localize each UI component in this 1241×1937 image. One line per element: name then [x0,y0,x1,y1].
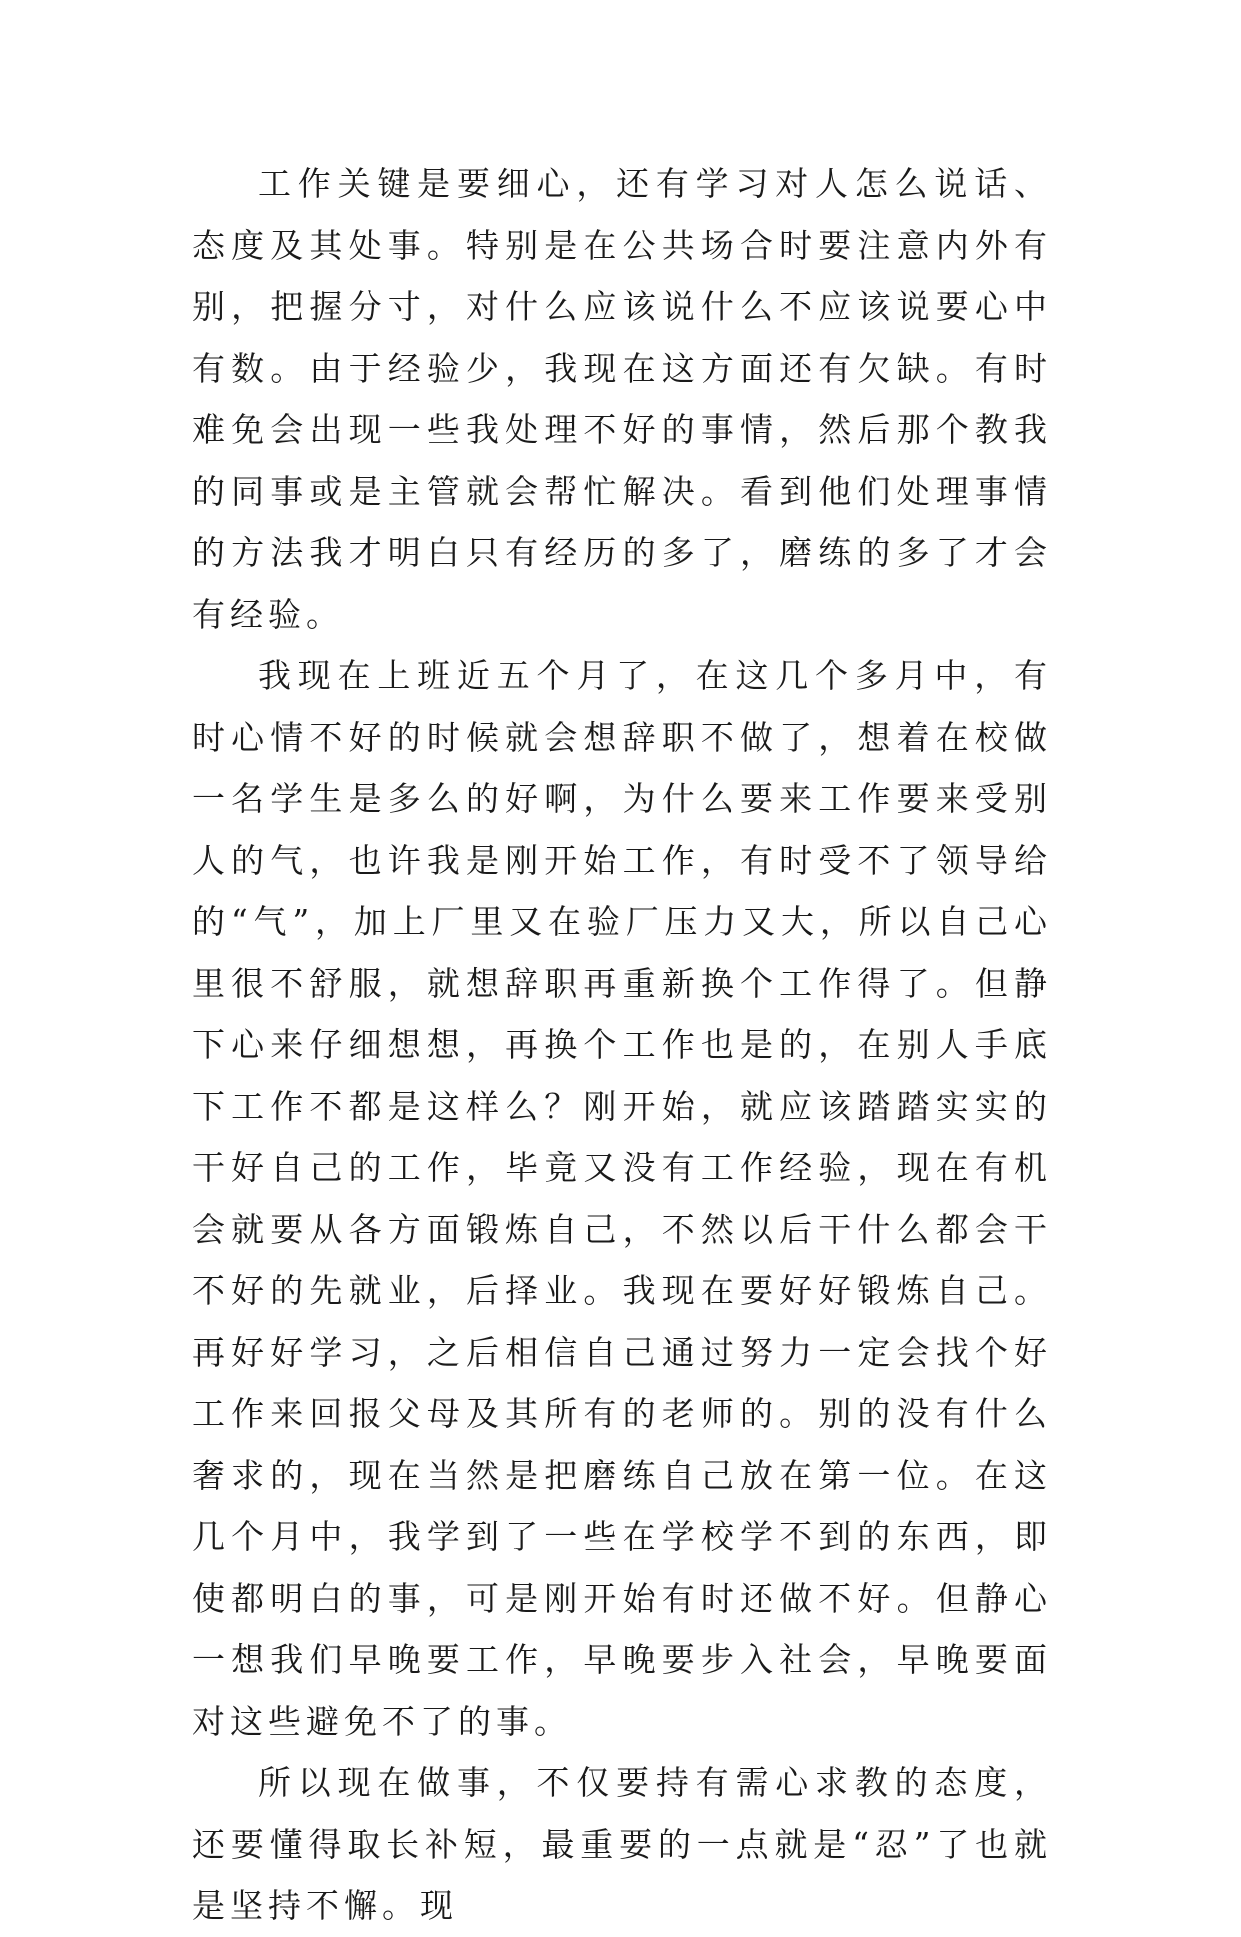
paragraph-3: 所以现在做事，不仅要持有需心求教的态度，还要懂得取长补短，最重要的一点就是“忍”了也就是坚持不懈。现 [192,1763,1052,1925]
paragraph-1: 工作关键是要细心，还有学习对人怎么说话、态度及其处事。特别是在公共场合时要注意内外有别，把握分寸，对什么应该说什么不应该说要心中有数。由于经验少，我现在这方面还有欠缺。有时难免会出现一些我处理不好的事情，然后那个教我的同事或是主管就会帮忙解决。看到他们处理事情的方法我才明白只有经历的多了，磨练的多了才会有经验。 [192,164,1052,634]
document-body [192,153,1052,1937]
paragraph-2: 我现在上班近五个月了，在这几个多月中，有时心情不好的时候就会想辞职不做了，想着在校做一名学生是多么的好啊，为什么要来工作要来受别人的气，也许我是刚开始工作，有时受不了领导给的“气”，加上厂里又在验厂压力又大，所以自己心里很不舒服，就想辞职再重新换个工作得了。但静下心来仔细想想，再换个工作也是的，在别人手底下工作不都是这样么？刚开始，就应该踏踏实实的干好自己的工作，毕竟又没有工作经验，现在有机会就要从各方面锻炼自己，不然以后干什么都会干不好的先就业，后择业。我现在要好好锻炼自己。再好好学习，之后相信自己通过努力一定会找个好工作来回报父母及其所有的老师的。别的没有什么奢求的，现在当然是把磨练自己放在第一位。在这几个月中，我学到了一些在学校学不到的东西，即使都明白的事，可是刚开始有时还做不好。但静心一想我们早晚要工作，早晚要步入社会，早晚要面对这些避免不了的事。 [192,656,1052,1741]
